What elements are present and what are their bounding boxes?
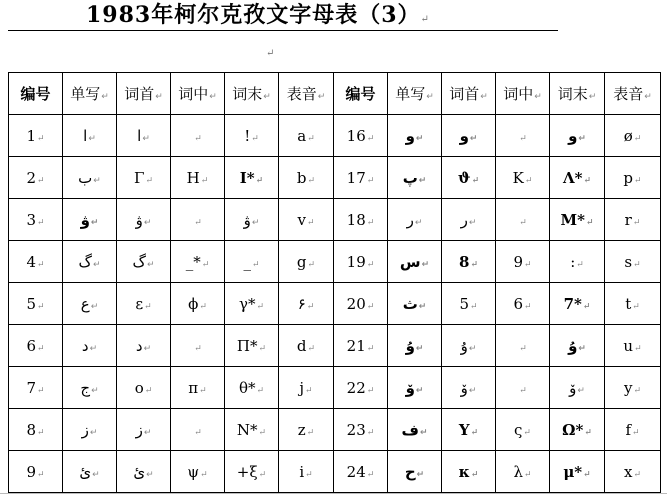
table-cell: H↵ bbox=[171, 157, 225, 199]
table-cell: M*↵ bbox=[550, 199, 605, 241]
table-cell: 4↵ bbox=[9, 241, 63, 283]
table-cell: Λ*↵ bbox=[550, 157, 605, 199]
table-cell: ر↵ bbox=[388, 199, 442, 241]
table-cell: γ*↵ bbox=[225, 283, 279, 325]
table-cell: ϑ↵ bbox=[442, 157, 496, 199]
table-cell: ع↵ bbox=[63, 283, 117, 325]
table-cell: λ↵ bbox=[496, 451, 550, 493]
table-cell: س↵ bbox=[388, 241, 442, 283]
table-row bbox=[9, 241, 661, 283]
table-cell: I*↵ bbox=[225, 157, 279, 199]
header-cell: 词首↵ bbox=[442, 73, 496, 115]
paragraph-mark: ↵ bbox=[266, 48, 275, 59]
table-cell: و↵ bbox=[550, 115, 605, 157]
table-cell: 1↵ bbox=[9, 115, 63, 157]
table-cell: 9↵ bbox=[9, 451, 63, 493]
table-cell: ۆ↵ bbox=[388, 367, 442, 409]
table-cell: +ξ↵ bbox=[225, 451, 279, 493]
table-cell: ۆ↵ bbox=[550, 367, 605, 409]
header-cell: 表音↵ bbox=[605, 73, 661, 115]
table-cell: ۋ↵ bbox=[63, 199, 117, 241]
table-cell: ا↵ bbox=[117, 115, 171, 157]
table-cell: ψ↵ bbox=[171, 451, 225, 493]
table-cell: ϕ↵ bbox=[171, 283, 225, 325]
table-cell: μ*↵ bbox=[550, 451, 605, 493]
table-row bbox=[9, 199, 661, 241]
table-cell: r↵ bbox=[605, 199, 661, 241]
table-cell: z↵ bbox=[279, 409, 334, 451]
table-cell: b↵ bbox=[279, 157, 334, 199]
table-cell: ز↵ bbox=[63, 409, 117, 451]
page-title bbox=[86, 0, 506, 30]
table-cell: 20↵ bbox=[334, 283, 388, 325]
table-cell: 23↵ bbox=[334, 409, 388, 451]
table-cell: 7↵ bbox=[9, 367, 63, 409]
table-cell: 16↵ bbox=[334, 115, 388, 157]
table-cell: ج↵ bbox=[63, 367, 117, 409]
header-cell: 词末↵ bbox=[225, 73, 279, 115]
table-cell: و↵ bbox=[388, 115, 442, 157]
header-cell: 编号 bbox=[9, 73, 63, 115]
table-cell: ۋ↵ bbox=[225, 199, 279, 241]
table-cell: پ↵ bbox=[388, 157, 442, 199]
table-cell: ۋ↵ bbox=[117, 199, 171, 241]
table-cell: j↵ bbox=[279, 367, 334, 409]
table-cell: 9↵ bbox=[496, 241, 550, 283]
table-cell: f↵ bbox=[605, 409, 661, 451]
table-cell: 22↵ bbox=[334, 367, 388, 409]
table-row bbox=[9, 451, 661, 493]
table-cell: y↵ bbox=[605, 367, 661, 409]
table-cell: a↵ bbox=[279, 115, 334, 157]
table-cell: 17↵ bbox=[334, 157, 388, 199]
table-row bbox=[9, 367, 661, 409]
header-cell: 单写↵ bbox=[63, 73, 117, 115]
table-cell: ε↵ bbox=[117, 283, 171, 325]
table-cell: ø↵ bbox=[605, 115, 661, 157]
table-cell: p↵ bbox=[605, 157, 661, 199]
table-row bbox=[9, 115, 661, 157]
table-cell: 8↵ bbox=[442, 241, 496, 283]
table-cell: ف↵ bbox=[388, 409, 442, 451]
table-cell: ۇ↵ bbox=[442, 325, 496, 367]
table-cell: 19↵ bbox=[334, 241, 388, 283]
table-cell: ئ↵ bbox=[117, 451, 171, 493]
table-cell: ۆ↵ bbox=[442, 367, 496, 409]
table-cell: ς↵ bbox=[496, 409, 550, 451]
table-cell: π↵ bbox=[171, 367, 225, 409]
table-cell: ο↵ bbox=[117, 367, 171, 409]
table-cell: ز↵ bbox=[117, 409, 171, 451]
table-cell: ↵ bbox=[171, 325, 225, 367]
table-cell: ↵ bbox=[171, 409, 225, 451]
table-cell: 8↵ bbox=[9, 409, 63, 451]
table-cell: ↵ bbox=[496, 367, 550, 409]
table-cell: ↵ bbox=[496, 325, 550, 367]
table-cell: ↵ bbox=[171, 115, 225, 157]
table-cell: ↵ bbox=[496, 199, 550, 241]
table-cell: ح↵ bbox=[388, 451, 442, 493]
table-cell: ↵ bbox=[496, 115, 550, 157]
header-cell: 词中↵ bbox=[171, 73, 225, 115]
table-cell: 7*↵ bbox=[550, 283, 605, 325]
header-row bbox=[9, 73, 661, 115]
table-cell: K↵ bbox=[496, 157, 550, 199]
table-cell: Γ↵ bbox=[117, 157, 171, 199]
table-row bbox=[9, 157, 661, 199]
table-cell: گ↵ bbox=[63, 241, 117, 283]
table-cell: κ↵ bbox=[442, 451, 496, 493]
table-cell: _*↵ bbox=[171, 241, 225, 283]
table-cell: Ω*↵ bbox=[550, 409, 605, 451]
table-cell: 2↵ bbox=[9, 157, 63, 199]
table-cell: 6↵ bbox=[496, 283, 550, 325]
header-cell: 词首↵ bbox=[117, 73, 171, 115]
table-cell: 6↵ bbox=[9, 325, 63, 367]
table-cell: 18↵ bbox=[334, 199, 388, 241]
table-cell: ب↵ bbox=[63, 157, 117, 199]
table-cell: ر↵ bbox=[442, 199, 496, 241]
table-cell: ۇ↵ bbox=[388, 325, 442, 367]
table-cell: _↵ bbox=[225, 241, 279, 283]
header-cell: 词中↵ bbox=[496, 73, 550, 115]
table-cell: u↵ bbox=[605, 325, 661, 367]
table-cell: ۶↵ bbox=[279, 283, 334, 325]
table-row bbox=[9, 409, 661, 451]
header-cell: 单写↵ bbox=[388, 73, 442, 115]
table-cell: 21↵ bbox=[334, 325, 388, 367]
table-cell: v↵ bbox=[279, 199, 334, 241]
title-paragraph-mark: ↵ bbox=[420, 14, 430, 25]
header-cell: 表音↵ bbox=[279, 73, 334, 115]
table-cell: ا↵ bbox=[63, 115, 117, 157]
table-cell: 5↵ bbox=[9, 283, 63, 325]
table-cell: ۇ↵ bbox=[550, 325, 605, 367]
table-cell: d↵ bbox=[279, 325, 334, 367]
table-row bbox=[9, 325, 661, 367]
table-cell: د↵ bbox=[63, 325, 117, 367]
table-cell: !↵ bbox=[225, 115, 279, 157]
table-body bbox=[9, 115, 661, 493]
title-underline bbox=[8, 30, 558, 31]
table-cell: N*↵ bbox=[225, 409, 279, 451]
table-cell: 24↵ bbox=[334, 451, 388, 493]
table-cell: x↵ bbox=[605, 451, 661, 493]
table-cell: s↵ bbox=[605, 241, 661, 283]
table-cell: i↵ bbox=[279, 451, 334, 493]
table-cell: g↵ bbox=[279, 241, 334, 283]
title-text: 1983年柯尔克孜文字母表（3） bbox=[86, 2, 421, 28]
header-cell: 编号 bbox=[334, 73, 388, 115]
table-cell: ئ↵ bbox=[63, 451, 117, 493]
table-cell: ↵ bbox=[171, 199, 225, 241]
header-cell: 词末↵ bbox=[550, 73, 605, 115]
alphabet-table bbox=[8, 72, 661, 493]
table-cell: 5↵ bbox=[442, 283, 496, 325]
table-row bbox=[9, 283, 661, 325]
table-cell: 3↵ bbox=[9, 199, 63, 241]
table-cell: Y↵ bbox=[442, 409, 496, 451]
table-cell: Π*↵ bbox=[225, 325, 279, 367]
table-cell: و↵ bbox=[442, 115, 496, 157]
table-cell: د↵ bbox=[117, 325, 171, 367]
table-cell: θ*↵ bbox=[225, 367, 279, 409]
table-cell: :↵ bbox=[550, 241, 605, 283]
table-cell: ث↵ bbox=[388, 283, 442, 325]
table-cell: t↵ bbox=[605, 283, 661, 325]
table-cell: گ↵ bbox=[117, 241, 171, 283]
